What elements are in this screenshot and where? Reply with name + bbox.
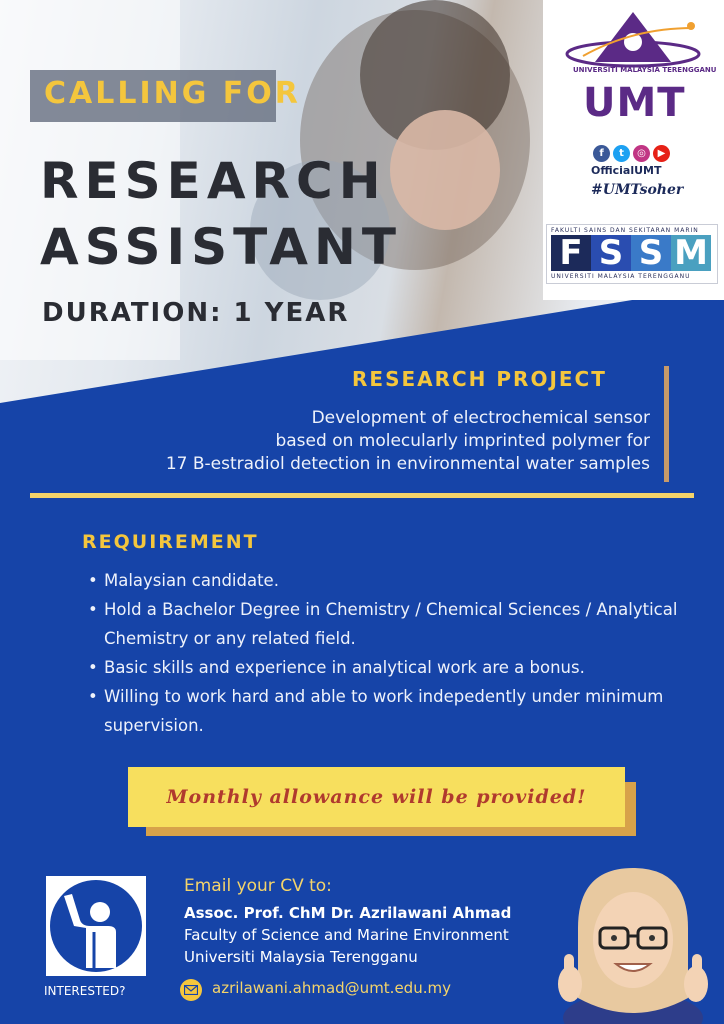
list-item xyxy=(88,682,688,740)
research-project-heading: RESEARCH PROJECT xyxy=(352,367,607,391)
fssm-letter: S xyxy=(631,235,671,271)
calling-for-text: CALLING FOR xyxy=(44,76,301,111)
fssm-letter: S xyxy=(591,235,631,271)
youtube-icon: ▶ xyxy=(653,145,670,162)
title-line-1: RESEARCH xyxy=(40,152,387,210)
umt-logo-text: UMT xyxy=(583,80,686,126)
list-item xyxy=(88,595,688,653)
research-project-bar xyxy=(664,366,669,482)
social-icons xyxy=(593,145,670,162)
instagram-icon: ◎ xyxy=(633,145,650,162)
requirement-heading: REQUIREMENT xyxy=(82,531,259,553)
requirement-text: Malaysian candidate. xyxy=(104,571,279,590)
umt-emblem-icon xyxy=(563,8,703,70)
facebook-icon: f xyxy=(593,145,610,162)
project-line: based on molecularly imprinted polymer for xyxy=(275,431,650,451)
hashtag: #UMTsoher xyxy=(591,182,684,198)
interested-label: INTERESTED? xyxy=(44,984,126,998)
contact-email-link[interactable]: azrilawani.ahmad@umt.edu.my xyxy=(212,979,451,997)
social-handle: OfficialUMT xyxy=(591,164,662,177)
fssm-bottom-text: UNIVERSITI MALAYSIA TERENGGANU xyxy=(551,273,691,280)
requirement-text: Basic skills and experience in analytical work are a bonus. xyxy=(104,658,585,677)
fssm-top-text: FAKULTI SAINS DAN SEKITARAN MARIN xyxy=(551,227,699,234)
bullet-icon: • xyxy=(88,600,98,619)
contact-university: Universiti Malaysia Terengganu xyxy=(184,948,418,966)
avatar xyxy=(548,858,718,1024)
bullet-icon: • xyxy=(88,687,98,706)
fssm-letter: M xyxy=(671,235,711,271)
list-item xyxy=(88,653,688,682)
list-item xyxy=(88,566,688,595)
project-line: Development of electrochemical sensor xyxy=(311,408,650,428)
requirement-list xyxy=(88,566,688,740)
contact-faculty: Faculty of Science and Marine Environment xyxy=(184,926,509,944)
fssm-letters xyxy=(551,235,711,271)
logo-panel xyxy=(543,0,724,300)
project-line: 17 B-estradiol detection in environmental water samples xyxy=(165,454,650,474)
requirement-text: Hold a Bachelor Degree in Chemistry / Chemical Sciences / Analytical Chemistry or any related field. xyxy=(104,600,678,648)
duration-text: DURATION: 1 YEAR xyxy=(42,298,350,328)
allowance-text: Monthly allowance will be provided! xyxy=(166,786,587,808)
fssm-logo xyxy=(546,224,718,284)
mail-icon xyxy=(180,979,202,1001)
raised-hand-person-icon xyxy=(46,876,146,976)
email-cv-label: Email your CV to: xyxy=(184,876,332,896)
title-line-2: ASSISTANT xyxy=(40,218,402,276)
interested-icon-box xyxy=(46,876,146,976)
section-divider xyxy=(30,493,694,498)
umt-subtitle: UNIVERSITI MALAYSIA TERENGGANU xyxy=(573,66,717,74)
bullet-icon: • xyxy=(88,658,98,677)
bullet-icon: • xyxy=(88,571,98,590)
fssm-letter: F xyxy=(551,235,591,271)
twitter-icon: t xyxy=(613,145,630,162)
requirement-text: Willing to work hard and able to work indepedently under minimum supervision. xyxy=(104,687,664,735)
research-project-description xyxy=(50,407,650,476)
contact-name: Assoc. Prof. ChM Dr. Azrilawani Ahmad xyxy=(184,904,512,922)
